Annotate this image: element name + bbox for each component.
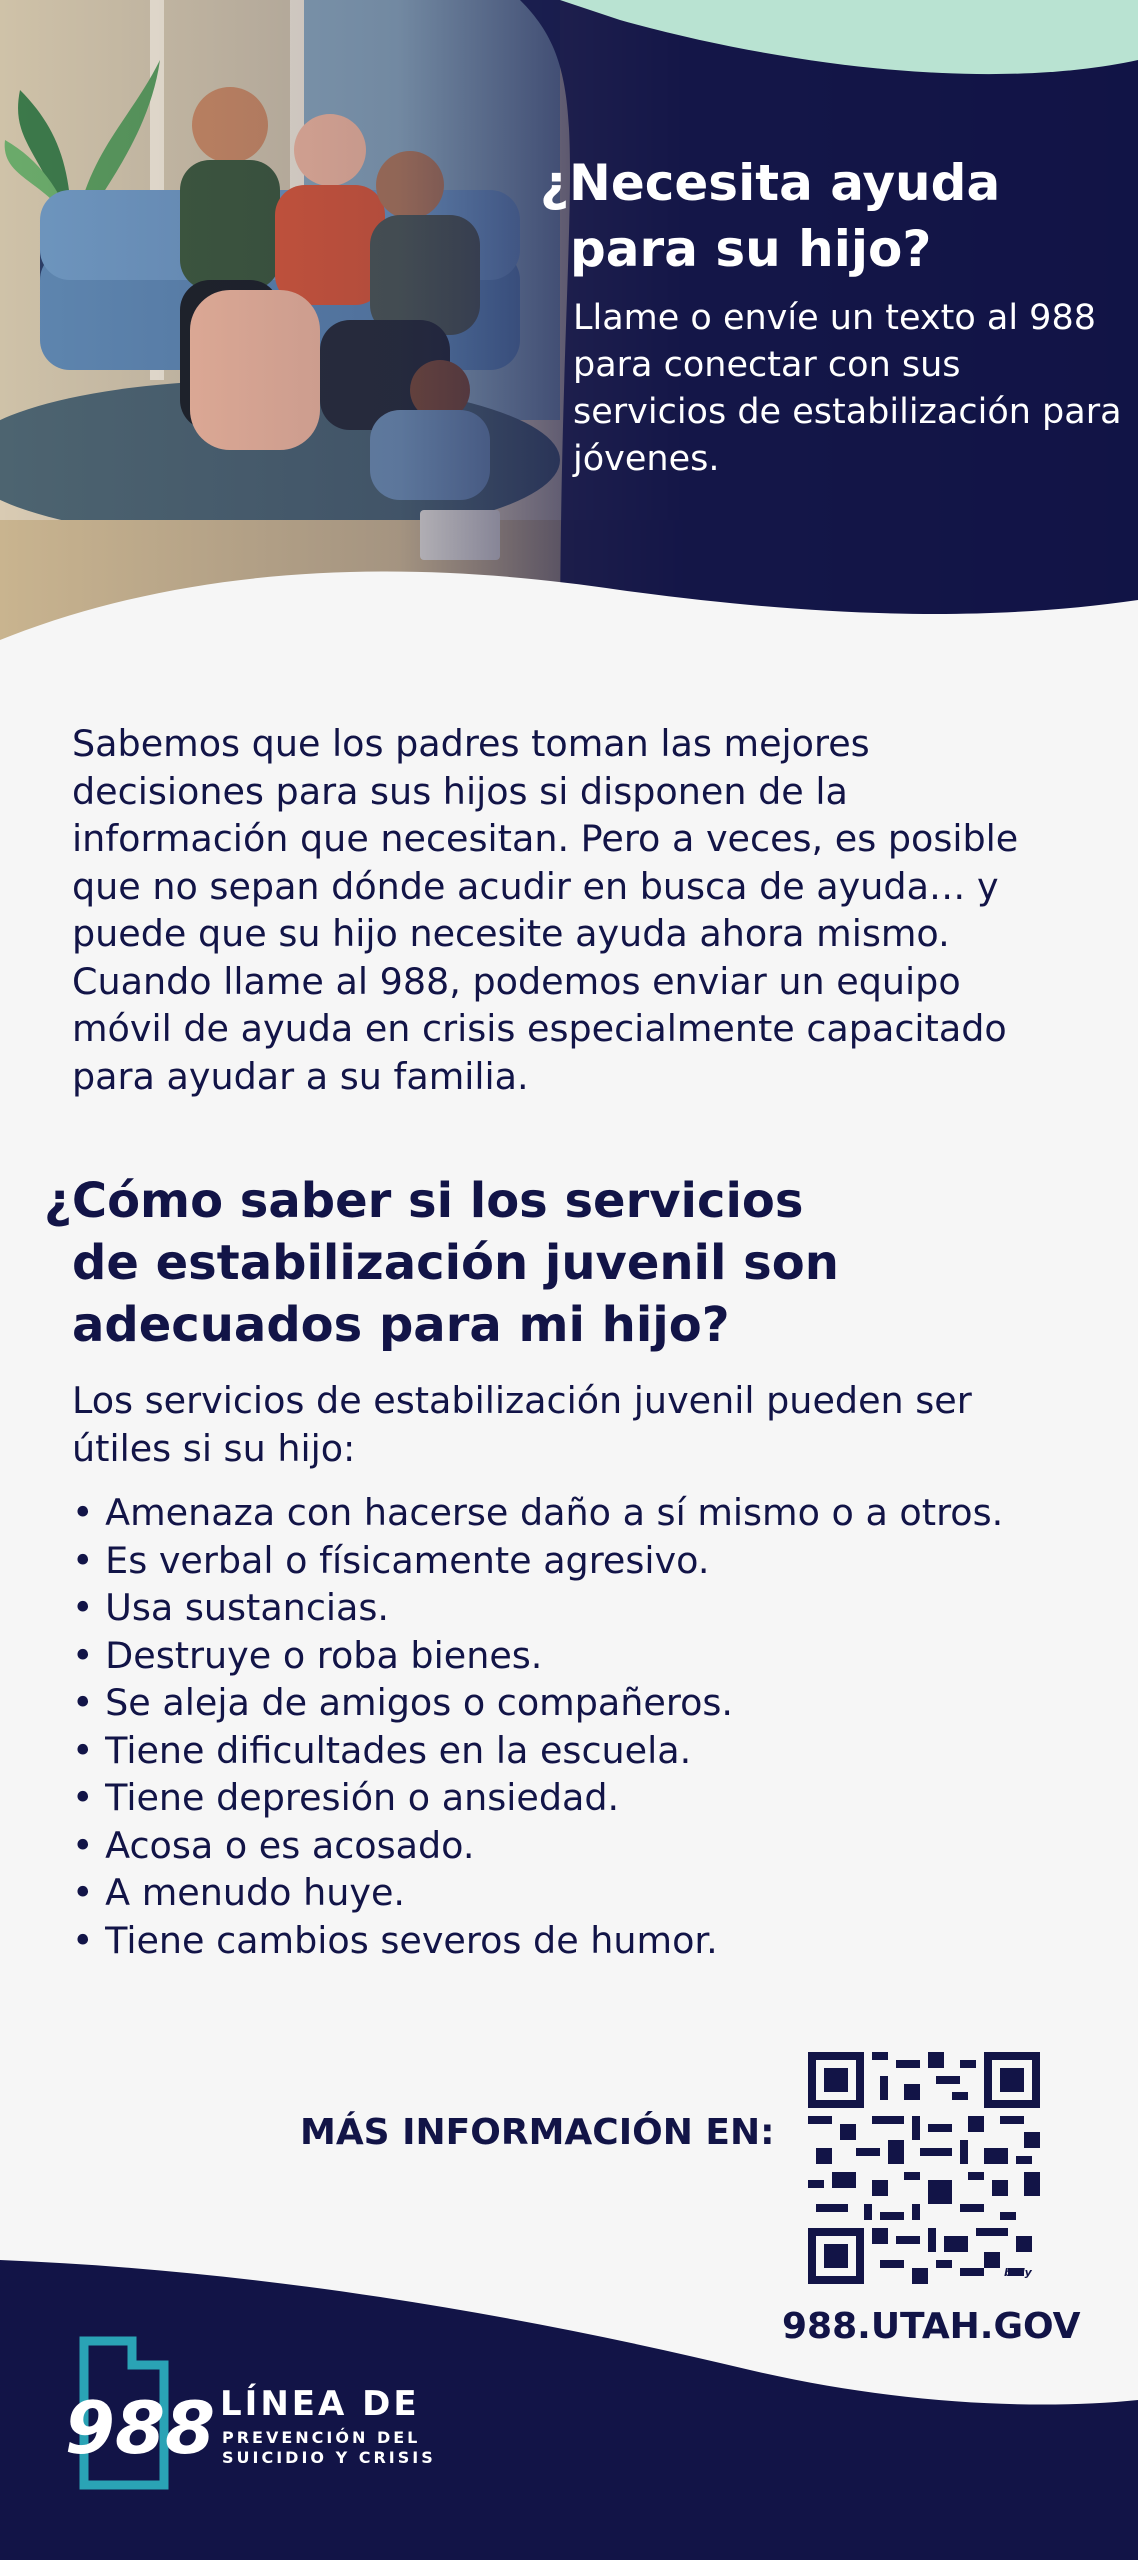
utah-988-logo-icon [62,2335,222,2505]
list-item: • A menudo huye. [72,1869,1112,1917]
hero-title [540,150,1120,282]
section-title-line1: ¿Cómo saber si los servicios [44,1173,804,1229]
hero-subtitle: Llame o envíe un texto al 988 para conectar con sus servicios de estabilización para jóvenes. [573,298,1122,479]
logo-line1: LÍNEA DE [220,2384,420,2424]
hero-banner [0,0,1138,660]
list-item: • Tiene dificultades en la escuela. [72,1727,1112,1775]
list-item: • Se aleja de amigos o compañeros. [72,1679,1112,1727]
list-item: • Usa sustancias. [72,1584,1112,1632]
logo-line3: SUICIDIO Y CRISIS [222,2448,436,2467]
list-item: • Es verbal o físicamente agresivo. [72,1537,1112,1585]
list-item: • Tiene depresión o ansiedad. [72,1774,1112,1822]
hero-title-line1: ¿Necesita ayuda [540,154,1001,212]
more-info-label: MÁS INFORMACIÓN EN: [300,2112,775,2153]
hero-title-line2: para su hijo? [570,220,932,278]
website-link[interactable]: 988.UTAH.GOV [782,2306,1081,2347]
qr-caption: bitly [1004,2266,1032,2279]
warning-signs-list [72,1489,1112,1964]
list-item: • Amenaza con hacerse daño a sí mismo o a otros. [72,1489,1112,1537]
qr-code[interactable] [808,2052,1040,2284]
list-item: • Destruye o roba bienes. [72,1632,1112,1680]
section-title-line3: adecuados para mi hijo? [72,1297,730,1353]
list-item: • Acosa o es acosado. [72,1822,1112,1870]
logo-subtitle [222,2428,436,2468]
logo-line2: PREVENCIÓN DEL [222,2428,421,2447]
logo-number: 988 [64,2386,216,2470]
section-title-line2: de estabilización juvenil son [72,1235,839,1291]
list-item: • Tiene cambios severos de humor. [72,1917,1112,1965]
section-title [44,1170,1044,1356]
section-intro: Los servicios de estabilización juvenil pueden ser útiles si su hijo: [72,1379,972,1470]
intro-paragraph: Sabemos que los padres toman las mejores decisiones para sus hijos si disponen de la información que necesitan. Pero a veces, es posible que no sepan dónde acudir en busca de ayuda… y puede que su hijo necesite ayuda ahora mismo. Cuando llame al 988, podemos enviar un equipo móvil de ayuda en crisis especialmente capacitado para ayudar a su familia. [72,722,1019,1098]
